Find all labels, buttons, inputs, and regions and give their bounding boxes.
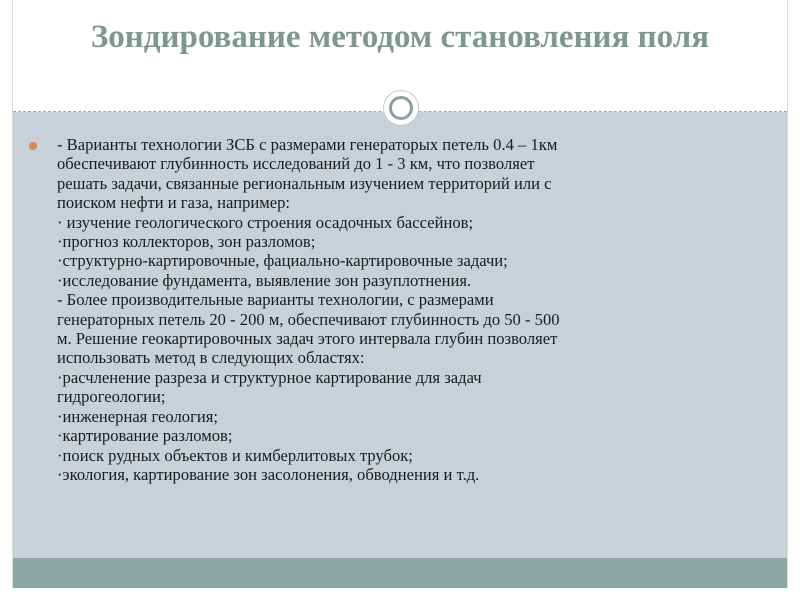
body-line: использовать метод в следующих областях: <box>57 348 365 368</box>
body-line: поиском нефти и газа, например: <box>57 193 291 213</box>
circle-bullet-icon <box>29 142 37 150</box>
body-line: ·картирование разломов; <box>57 426 233 446</box>
body-line: решать задачи, связанные региональным изучением территорий или с <box>57 173 552 193</box>
body-line: ·поиск рудных объектов и кимберлитовых трубок; <box>57 445 413 465</box>
body-line: м. Решение геокартировочных задач этого интервала глубин позволяет <box>57 329 558 349</box>
footer-band <box>13 558 787 588</box>
body-line: ·исследование фундамента, выявление зон разуплотнения. <box>57 270 472 290</box>
body-line: ·структурно-картировочные, фациально-картировочные задачи; <box>57 251 508 271</box>
slide-title: Зондирование методом становления поля <box>90 19 710 55</box>
body-line: ·прогноз коллекторов, зон разломов; <box>57 232 316 252</box>
body-line: ·экология, картирование зон засолонения, обводнения и т.д. <box>57 464 480 484</box>
body-line: гидрогеологии; <box>57 387 166 407</box>
body-line: · изучение геологического строения осадочных бассейнов; <box>57 212 474 232</box>
slide <box>12 0 788 588</box>
ring-medallion-icon <box>383 90 419 126</box>
slide-content <box>29 135 774 484</box>
body-line: ·расчленение разреза и структурное картирование для задач <box>57 367 482 387</box>
body-line: обеспечивают глубинность исследований до 1 - 3 км, что позволяет <box>57 154 535 174</box>
body-line: - Варианты технологии ЗСБ с размерами генераторых петель 0.4 – 1км <box>57 135 558 154</box>
body-line: ·инженерная геология; <box>57 406 219 426</box>
ring-medallion-inner <box>389 96 413 120</box>
body-line: - Более производительные варианты технологии, с размерами <box>57 290 494 310</box>
body-text <box>57 135 774 484</box>
body-line: генераторных петель 20 - 200 м, обеспечивают глубинность до 50 - 500 <box>57 309 560 329</box>
